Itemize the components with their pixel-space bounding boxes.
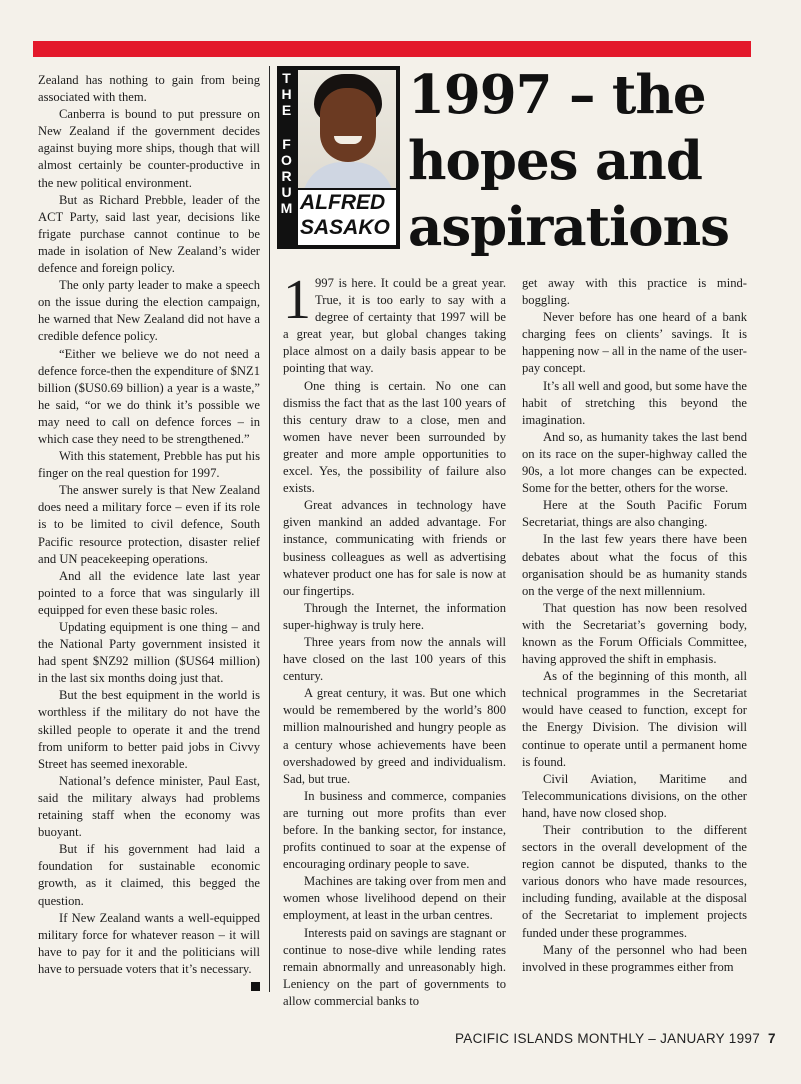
column-right xyxy=(522,275,747,976)
paragraph xyxy=(522,378,747,429)
forum-letter: M xyxy=(280,200,293,216)
column-left xyxy=(38,72,260,991)
paragraph xyxy=(522,429,747,497)
paragraph-text: Their contribution to the different sectors in the overall development of the region cannot be disputed, thanks to the various donors who have made resources, including funding, available at the disposal of the Secretariat to implement projects funded under these programmes. xyxy=(522,823,747,940)
paragraph-text: Many of the personnel who had been involved in these programmes either from xyxy=(522,942,747,974)
paragraph xyxy=(522,275,747,309)
paragraph-text: And all the evidence late last year pointed to a force that was singularly ill equipped for even these basic roles. xyxy=(38,568,260,617)
paragraph xyxy=(38,841,260,909)
paragraph xyxy=(38,448,260,482)
paragraph-text: Great advances in technology have given mankind an added advantage. For instance, communicating with friends or business colleagues as well as advertising whatever product one has for sale is now at our fingertips. xyxy=(283,498,506,598)
forum-letter: T xyxy=(282,70,291,86)
paragraph xyxy=(38,482,260,567)
paragraph xyxy=(38,910,260,978)
page-footer xyxy=(455,1031,776,1046)
headline-line: 1997 – the xyxy=(408,64,706,126)
paragraph xyxy=(283,378,506,498)
paragraph-text: Never before has one heard of a bank charging fees on clients’ savings. It is happening now – all in the name of the user-pay concept. xyxy=(522,310,747,376)
author-name xyxy=(298,190,396,245)
top-accent-bar xyxy=(33,41,751,57)
paragraph xyxy=(38,192,260,277)
headline-line: aspirations xyxy=(408,196,729,258)
paragraph-text: With this statement, Prebble has put his finger on the real question for 1997. xyxy=(38,449,260,481)
column-middle xyxy=(283,269,506,1010)
drop-cap: 1 xyxy=(283,269,311,331)
paragraph-text: And so, as humanity takes the last bend on its race on the super-highway called the 90s, a lot more changes can be expected. Some for the better, others for the worse. xyxy=(522,429,747,496)
paragraph xyxy=(522,942,747,976)
paragraph xyxy=(283,600,506,634)
paragraph xyxy=(38,619,260,687)
paragraph-text: The only party leader to make a speech on the issue during the election campaign, he warned that New Zealand did not have a credible defence policy. xyxy=(38,278,260,344)
paragraph xyxy=(38,72,260,106)
publication-line: PACIFIC ISLANDS MONTHLY – JANUARY 1997 xyxy=(455,1031,760,1046)
paragraph-text: Interests paid on savings are stagnant or continue to nose-dive while lending rates remain abnormally and unreasonably high. Leniency on the part of governments to allow commercial banks to xyxy=(283,925,506,1008)
paragraph xyxy=(522,309,747,377)
forum-letter: F xyxy=(282,136,291,152)
paragraph-text: In the last few years there have been debates about what the focus of this organisation should be as humanity stands on the verge of the next millennium. xyxy=(522,532,747,598)
column-divider xyxy=(269,66,270,992)
paragraph xyxy=(38,277,260,345)
paragraph xyxy=(283,497,506,600)
paragraph-text: That question has now been resolved with the Secretariat’s governing body, known as the Forum Officials Committee, having approved the shift in emphasis. xyxy=(522,600,747,667)
paragraph-text: Three years from now the annals will have closed on the last 100 years of this century. xyxy=(283,634,506,684)
paragraph-text: The answer surely is that New Zealand does need a military force – even if its role is to be limited to civil defence, South Pacific resource protection, disaster relief and UN peacekeeping operations. xyxy=(38,483,260,566)
paragraph-text: It’s all well and good, but some have the habit of stretching this beyond the imagination. xyxy=(522,378,747,427)
author-last-name: SASAKO xyxy=(300,216,390,239)
forum-letter: H xyxy=(281,86,292,102)
paragraph xyxy=(283,634,506,685)
paragraph xyxy=(522,531,747,599)
paragraph xyxy=(38,568,260,619)
forum-letter: O xyxy=(281,152,292,168)
paragraph xyxy=(522,822,747,942)
paragraph xyxy=(522,668,747,771)
paragraph-text: Machines are taking over from men and women whose livelihood depend on their employment, at least in the urban centres. xyxy=(283,874,506,923)
headline-line: hopes and xyxy=(408,130,702,192)
paragraph xyxy=(283,269,506,378)
paragraph-text: Canberra is bound to put pressure on New Zealand if the government decides against buying more ships, though that will almost certainly be counter-productive in the new political environment. xyxy=(38,107,260,190)
forum-letter: E xyxy=(281,102,292,118)
paragraph-text: But the best equipment in the world is worthless if the military do not have the skilled people to operate it and the trend from uniform to better paid jobs in Civvy Street has seemed inexorable. xyxy=(38,688,260,771)
author-portrait xyxy=(298,70,396,188)
forum-letter: R xyxy=(281,168,292,184)
paragraph-text: Here at the South Pacific Forum Secretariat, things are also changing. xyxy=(522,498,747,530)
paragraph xyxy=(38,106,260,191)
paragraph-text: get away with this practice is mind-boggling. xyxy=(522,276,747,308)
paragraph xyxy=(283,788,506,873)
paragraph-text: “Either we believe we do not need a defence force-then the expenditure of $NZ1 billion ($US0.69 billion) a year is a waste,” he said, “or we do think it’s possible we may need to call on defence forces – in which case they need to be strengthened.” xyxy=(38,346,260,446)
paragraph xyxy=(283,925,506,1010)
the-forum-label xyxy=(277,70,296,216)
paragraph xyxy=(38,773,260,841)
paragraph-text: National’s defence minister, Paul East, said the military always had problems retaining staff when the economy was buoyant. xyxy=(38,773,260,840)
page-number: 7 xyxy=(768,1031,776,1046)
paragraph-text: Zealand has nothing to gain from being associated with them. xyxy=(38,73,260,105)
paragraph-text: Updating equipment is one thing – and the National Party government insisted it had spent $NZ92 million ($US64 million) in the last six months doing just that. xyxy=(38,620,260,686)
paragraph-text: 997 is here. It could be a great year. True, it is too early to say with a degree of certainty that 1997 will be a great year, but global changes taking place almost on a daily basis appear to be pointing that way. xyxy=(283,276,506,376)
paragraph xyxy=(283,873,506,924)
paragraph xyxy=(522,600,747,668)
paragraph-text: As of the beginning of this month, all technical programmes in the Secretariat would have ceased to function, except for the Energy Division. The division will continue to operate until a permanent home is found. xyxy=(522,669,747,769)
paragraph xyxy=(38,346,260,449)
paragraph-text: If New Zealand wants a well-equipped military force for whatever reason – it will have to pay for it and the politicians will have to persuade voters that it’s necessary. xyxy=(38,910,260,976)
article-headline xyxy=(408,62,753,260)
paragraph-text: But as Richard Prebble, leader of the ACT Party, said last year, decisions like frigate purchase cannot continue to be made in isolation of New Zealand’s wider defence and foreign policy. xyxy=(38,192,260,276)
paragraph xyxy=(38,687,260,772)
paragraph-text: One thing is certain. No one can dismiss the fact that as the last 100 years of this century draw to a close, men and women have never been surrounded by greater and more ample opportunities to excel. Yes, the possibility of failure also exists. xyxy=(283,378,506,496)
paragraph xyxy=(522,771,747,822)
paragraph xyxy=(522,497,747,531)
paragraph-text: Civil Aviation, Maritime and Telecommunications divisions, on the other hand, have now closed shop. xyxy=(522,771,747,820)
author-first-name: ALFRED xyxy=(300,191,386,214)
paragraph-text: In business and commerce, companies are turning out more profits than ever before. In the banking sector, for instance, profits continued to soar at the expense of encouraging ordinary people to save. xyxy=(283,788,506,872)
paragraph-text: A great century, it was. But one which would be remembered by the world’s 800 million malnourished and hungry people as a century whose achievements have been overshadowed by greed and individualism. Sad, but true. xyxy=(283,686,506,786)
paragraph xyxy=(283,685,506,788)
paragraph-text: But if his government had laid a foundation for sustainable economic growth, as it claimed, this begged the question. xyxy=(38,842,260,908)
paragraph-text: Through the Internet, the information super-highway is truly here. xyxy=(283,600,506,632)
the-forum-column-box xyxy=(277,66,400,249)
forum-letter: U xyxy=(281,184,292,200)
end-of-story-mark xyxy=(251,982,260,991)
